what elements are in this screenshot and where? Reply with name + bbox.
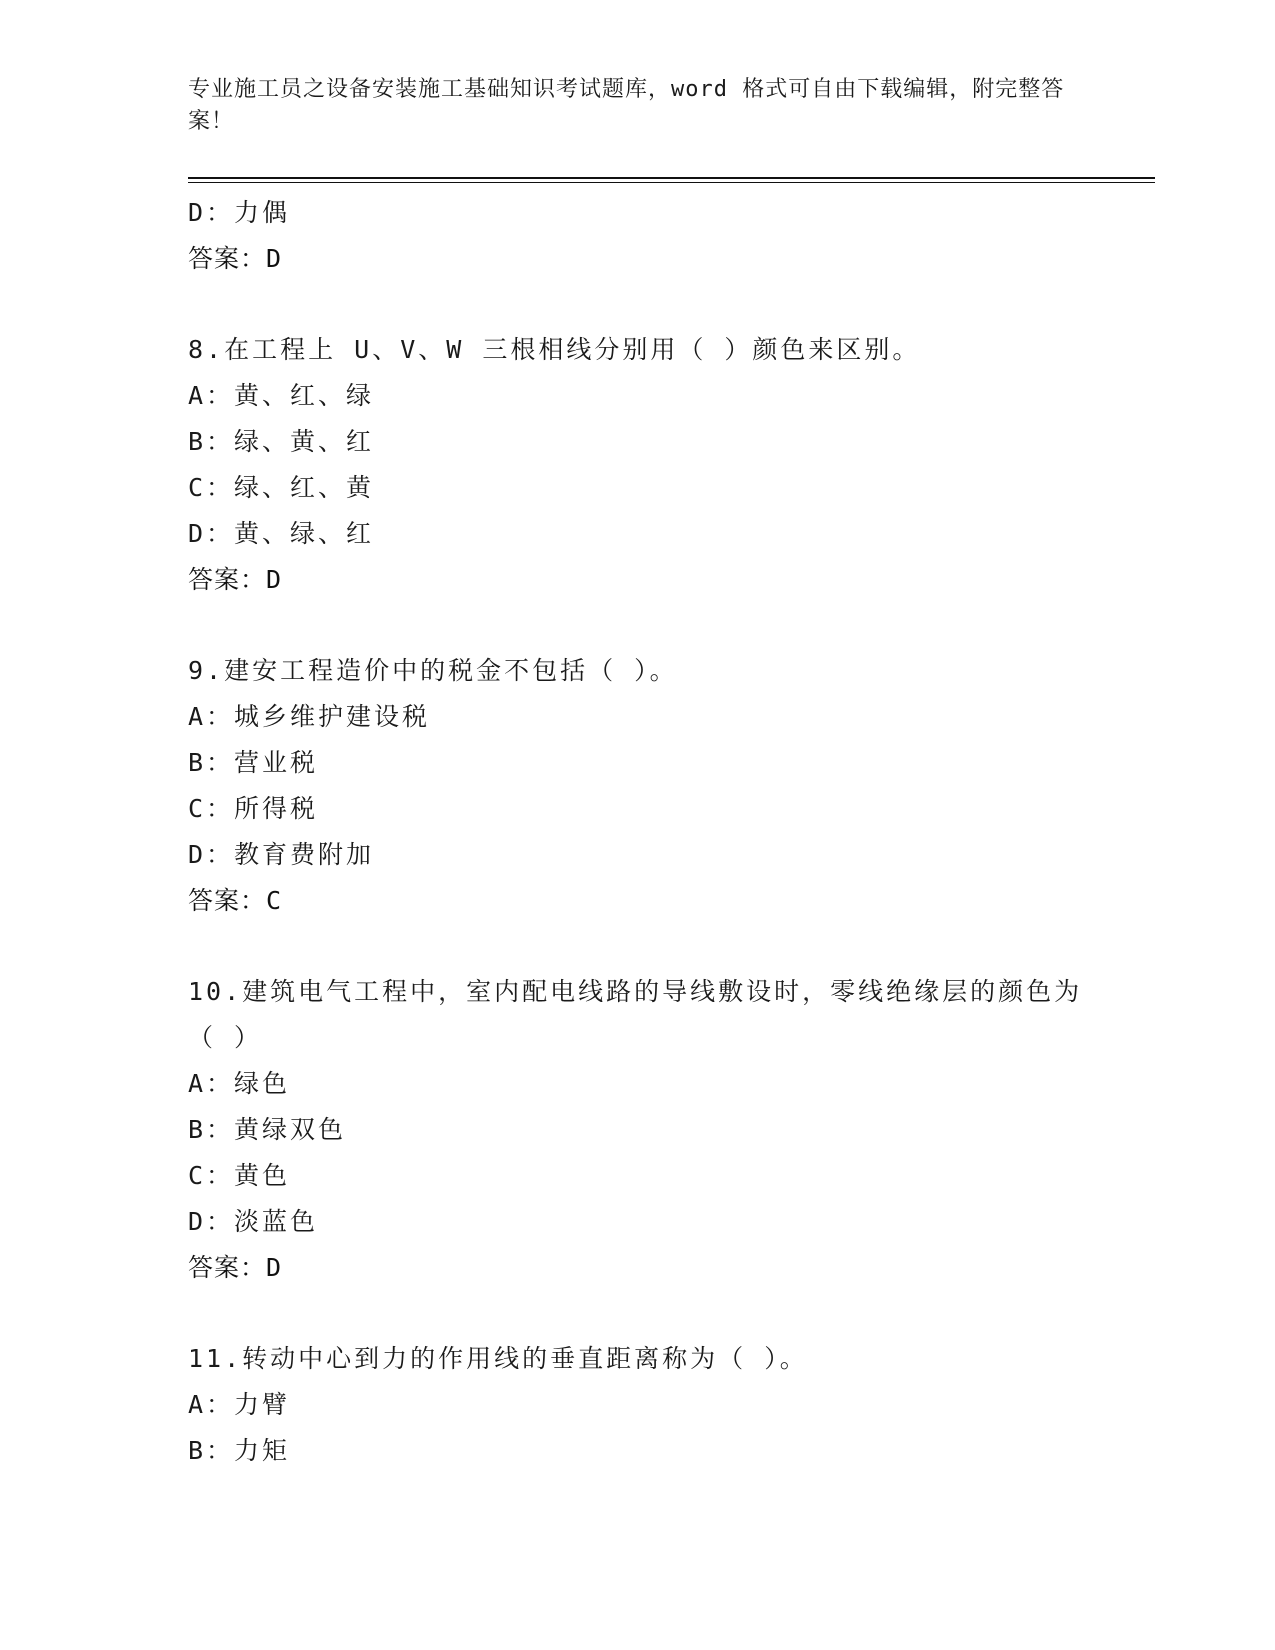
option-b: B：黄绿双色 [188, 1115, 347, 1144]
document-body [188, 190, 1088, 1474]
option-c: C：黄色 [188, 1161, 291, 1190]
answer-line: 答案：C [188, 886, 283, 915]
question-block-9 [188, 648, 1088, 924]
question-stem: 8.在工程上 U、V、W 三根相线分别用（ ）颜色来区别。 [188, 335, 921, 364]
option-b: B：力矩 [188, 1436, 291, 1465]
option-c: C：所得税 [188, 794, 319, 823]
option-c: C：绿、红、黄 [188, 473, 375, 502]
question-block-11 [188, 1336, 1088, 1474]
option-a: A：城乡维护建设税 [188, 702, 431, 731]
question-block-10 [188, 969, 1088, 1291]
header-rule-top [188, 177, 1155, 179]
header-rule-bottom [188, 182, 1155, 183]
question-block-7-tail [188, 190, 1088, 282]
option-a: A：绿色 [188, 1069, 291, 1098]
option-d: D：黄、绿、红 [188, 519, 375, 548]
question-stem: 9.建安工程造价中的税金不包括（ ）。 [188, 656, 678, 685]
option-b: B：营业税 [188, 748, 319, 777]
answer-line: 答案：D [188, 1253, 283, 1282]
document-header [188, 74, 1068, 138]
header-title: 专业施工员之设备安装施工基础知识考试题库，word 格式可自由下载编辑，附完整答案！ [188, 77, 1065, 134]
question-block-8 [188, 327, 1088, 603]
question-stem: 11.转动中心到力的作用线的垂直距离称为（ ）。 [188, 1344, 808, 1373]
option-d: D：教育费附加 [188, 840, 375, 869]
answer-line: 答案：D [188, 565, 283, 594]
option-d: D：淡蓝色 [188, 1207, 319, 1236]
option-b: B：绿、黄、红 [188, 427, 375, 456]
option-d: D：力偶 [188, 198, 291, 227]
option-a: A：力臂 [188, 1390, 291, 1419]
answer-line: 答案：D [188, 244, 283, 273]
option-a: A：黄、红、绿 [188, 381, 375, 410]
question-stem: 10.建筑电气工程中，室内配电线路的导线敷设时，零线绝缘层的颜色为（ ） [188, 977, 1083, 1052]
